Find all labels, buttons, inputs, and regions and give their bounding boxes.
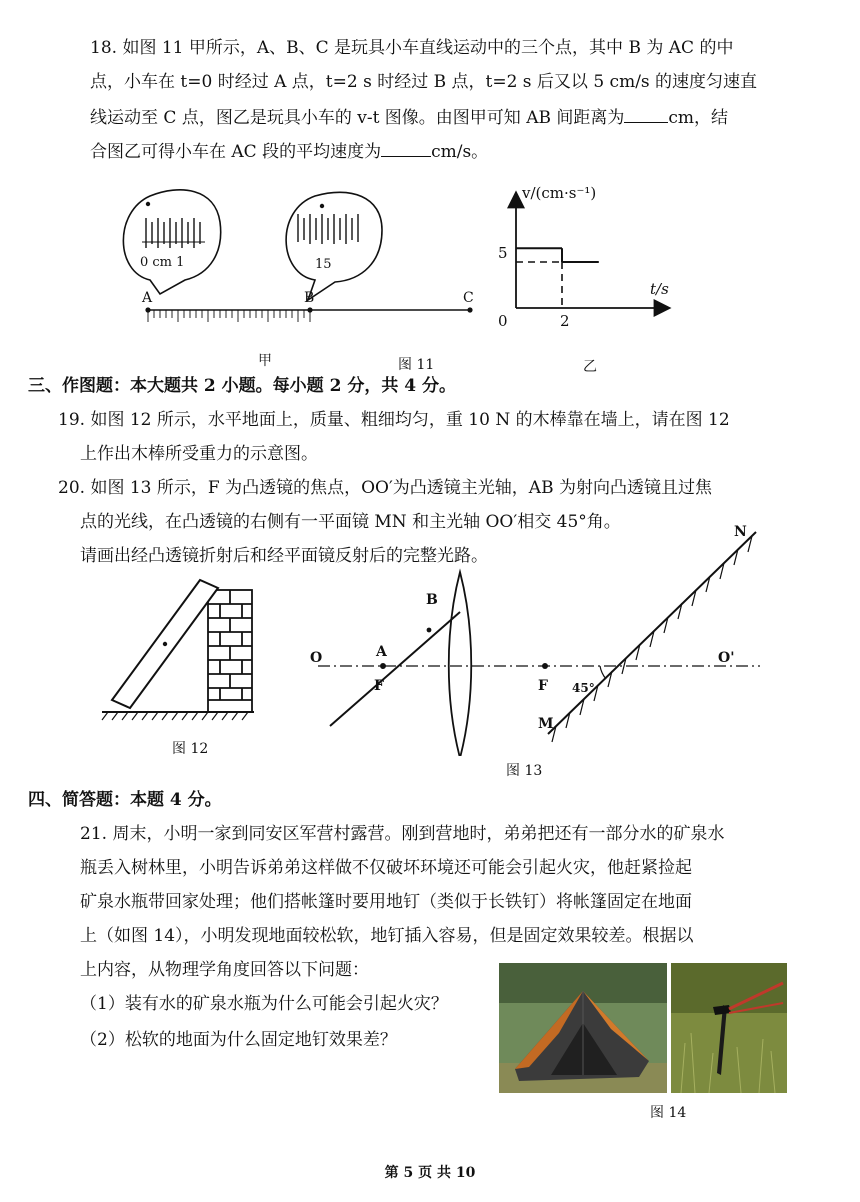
tent-illustration xyxy=(499,963,667,1093)
answer-blank-distance[interactable] xyxy=(624,104,668,123)
bubble-a-scale-label: 0 cm 1 xyxy=(140,255,185,270)
label-angle-45: 45° xyxy=(572,681,595,695)
answer-blank-speed[interactable] xyxy=(381,138,431,157)
point-b-dot xyxy=(427,628,432,633)
label-b: B xyxy=(304,290,315,306)
page-footer: 第 5 页 共 10 xyxy=(384,1165,476,1181)
stake-photo xyxy=(671,963,787,1093)
point-a-dot xyxy=(145,307,150,312)
ground-hatching xyxy=(102,712,248,720)
graph-y-label: v/(cm·s⁻¹) xyxy=(522,184,597,202)
q21-line3: 矿泉水瓶带回家处理；他们搭帐篷时要用地钉（类似于长铁钉）将帐篷固定在地面 xyxy=(80,892,692,912)
q18-line4-text: 合图乙可得小车在 AC 段的平均速度为 xyxy=(90,142,382,162)
brick-wall xyxy=(208,590,252,712)
bubble-b-scale-label: 15 xyxy=(315,257,332,272)
figure-13-lens-mirror xyxy=(300,520,770,756)
section3-heading: 三、作图题：本大题共 2 小题。每小题 2 分，共 4 分。 xyxy=(28,376,456,396)
label-f-right: F xyxy=(538,678,548,694)
q21-sub1: （1）装有水的矿泉水瓶为什么可能会引起火灾？ xyxy=(80,994,448,1014)
incident-ray-ab xyxy=(330,612,460,726)
point-b-dot xyxy=(307,307,312,312)
graph-y-tick-5: 5 xyxy=(498,244,508,262)
label-f-left: F xyxy=(374,678,384,694)
q20-line2: 点的光线，在凸透镜的右侧有一平面镜 MN 和主光轴 OO′相交 45°角。 xyxy=(80,512,621,532)
fig13-caption: 图 13 xyxy=(506,763,543,779)
stick-center-dot xyxy=(163,642,167,646)
label-n: N xyxy=(734,524,747,540)
graph-marks xyxy=(516,248,599,308)
focus-right-dot xyxy=(542,663,548,669)
scale-bubble-a xyxy=(123,190,220,294)
fig11-caption: 图 11 xyxy=(398,357,435,373)
q18-line4-unit: cm/s。 xyxy=(431,142,489,162)
ground-stake-illustration xyxy=(671,963,787,1093)
point-c-dot xyxy=(467,307,472,312)
q19-line2: 上作出木棒所受重力的示意图。 xyxy=(80,444,318,464)
label-m: M xyxy=(538,716,554,732)
label-o-prime: O' xyxy=(718,650,735,666)
fig11-caption-left: 甲 xyxy=(258,353,272,369)
q19-line1: 19. 如图 12 所示，水平地面上，质量、粗细均匀，重 10 N 的木棒靠在墙上，请在图 12 xyxy=(58,410,730,430)
q18-line3 xyxy=(90,104,728,130)
tent-photo xyxy=(499,963,667,1093)
label-a: A xyxy=(376,644,387,660)
scale-bubble-b xyxy=(286,192,382,300)
section4-heading: 四、简答题：本题 4 分。 xyxy=(28,790,222,810)
q21-line1: 21. 周末，小明一家到同安区军营村露营。刚到营地时，弟弟把还有一部分水的矿泉水 xyxy=(80,824,725,844)
q21-line4: 上（如图 14），小明发现地面较松软，地钉插入容易，但是固定效果较差。根据以 xyxy=(80,926,694,946)
label-o: O xyxy=(310,650,323,666)
q18-line3-text: 线运动至 C 点，图乙是玩具小车的 v-t 图像。由图甲可知 AB 间距离为 xyxy=(90,108,625,128)
figure-11-vt-graph xyxy=(490,180,690,330)
q18-line3-unit: cm，结 xyxy=(668,108,729,128)
fig14-caption: 图 14 xyxy=(650,1105,687,1121)
graph-x-label: t/s xyxy=(650,280,669,298)
figure-11-track xyxy=(110,182,490,342)
fig12-caption: 图 12 xyxy=(172,741,209,757)
focus-left-dot xyxy=(380,663,386,669)
q18-line4 xyxy=(90,138,488,164)
convex-lens xyxy=(449,572,472,756)
label-c: C xyxy=(463,290,474,306)
mirror-hatching xyxy=(552,536,752,742)
q21-sub2: （2）松软的地面为什么固定地钉效果差？ xyxy=(80,1030,397,1050)
fig11-caption-right: 乙 xyxy=(583,359,597,375)
graph-x-tick-2: 2 xyxy=(560,312,570,330)
q18-line1: 18. 如图 11 甲所示，A、B、C 是玩具小车直线运动中的三个点，其中 B 为 AC 的中 xyxy=(90,38,734,58)
label-a: A xyxy=(142,290,153,306)
q20-line1: 20. 如图 13 所示，F 为凸透镜的焦点，OO′为凸透镜主光轴，AB 为射向凸透镜且过焦 xyxy=(58,478,712,498)
figure-12-stick-on-wall xyxy=(96,578,266,728)
q18-line2: 点，小车在 t=0 时经过 A 点，t=2 s 时经过 B 点，t=2 s 后又以 5 cm/s 的速度匀速直 xyxy=(90,72,758,92)
angle-arc xyxy=(600,666,606,679)
plane-mirror-mn xyxy=(548,532,756,734)
q20-line3: 请画出经凸透镜折射后和经平面镜反射后的完整光路。 xyxy=(80,546,488,566)
ruler-ticks xyxy=(148,310,310,322)
q21-line5: 上内容，从物理学角度回答以下问题： xyxy=(80,960,369,980)
graph-origin: 0 xyxy=(498,312,508,330)
label-b: B xyxy=(426,592,438,608)
q21-line2: 瓶丢入树林里，小明告诉弟弟这样做不仅破坏环境还可能会引起火灾，他赶紧捡起 xyxy=(80,858,692,878)
